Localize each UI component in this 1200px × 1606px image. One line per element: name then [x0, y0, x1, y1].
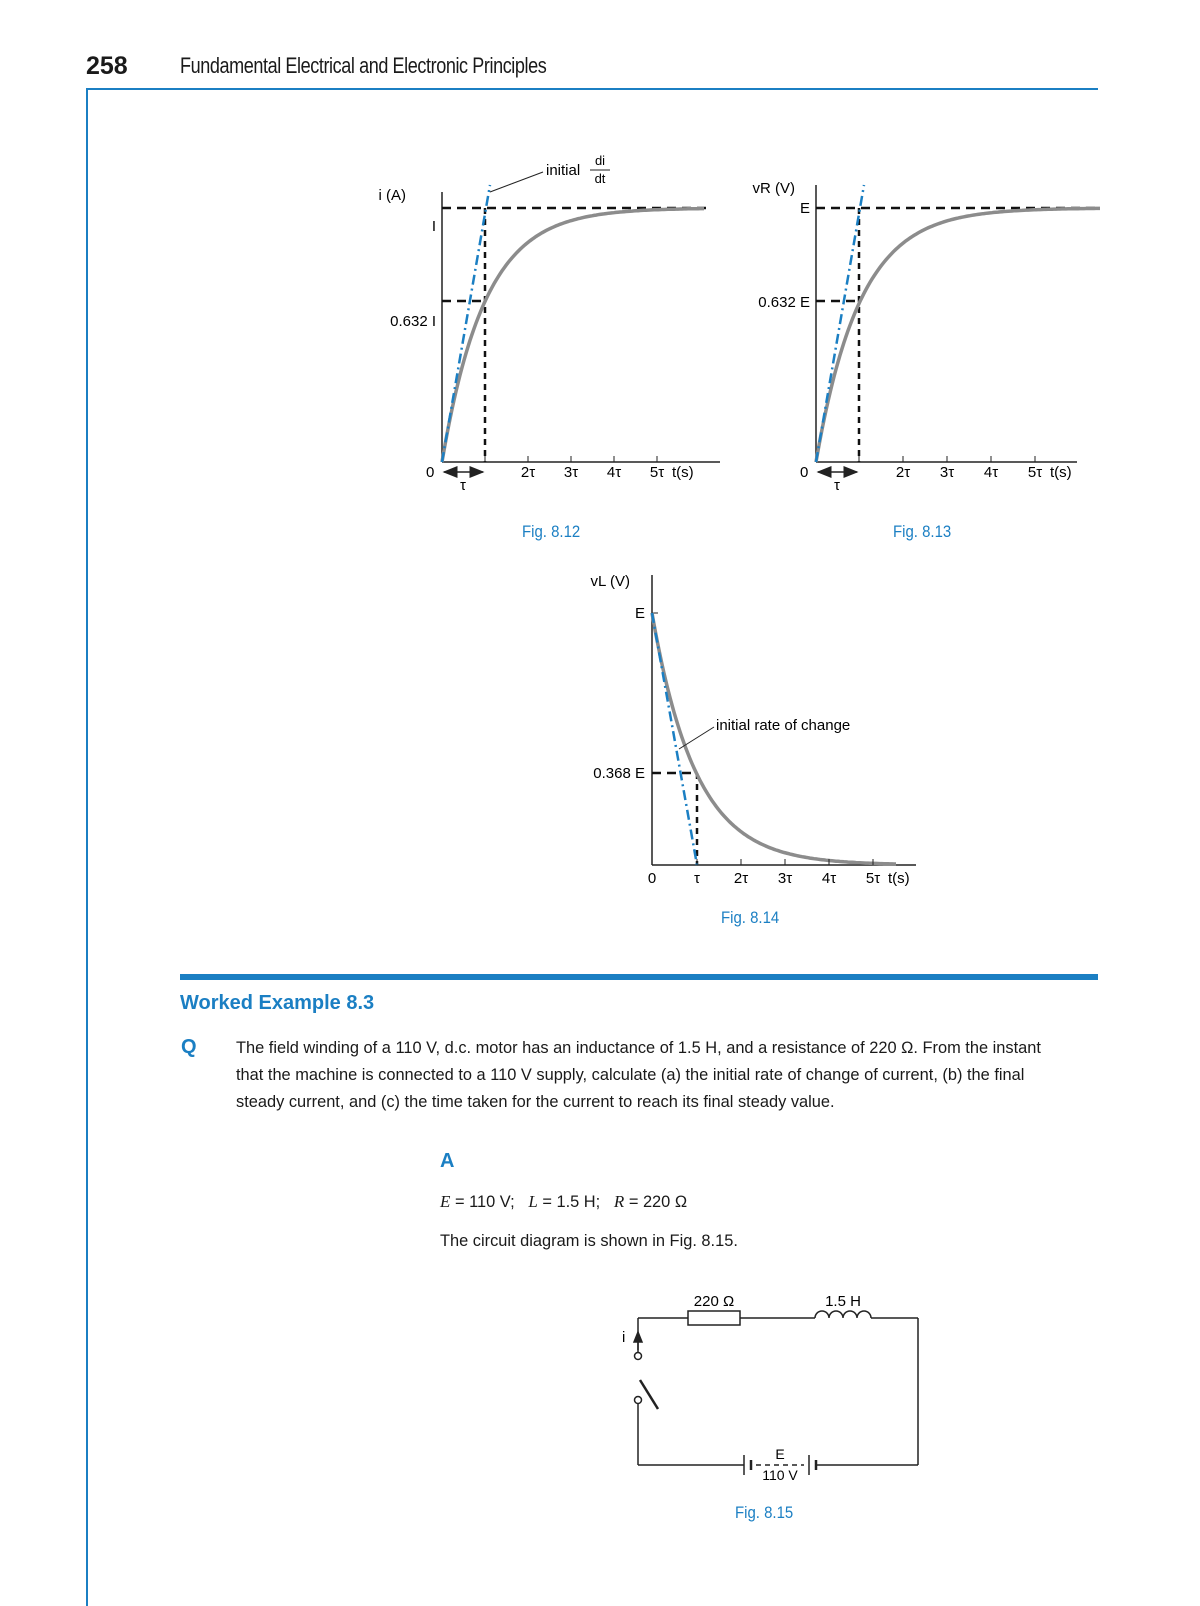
fig812-tau-label: τ [460, 477, 466, 494]
fig813-tick-5tau: 5τ [1027, 464, 1043, 481]
current-label: i [622, 1329, 626, 1346]
given-l-value: = 1.5 H; [537, 1193, 601, 1211]
fig-8-13-caption: Fig. 8.13 [893, 522, 952, 541]
fig812-annotation-num: di [594, 153, 606, 168]
page-margin-rule [86, 88, 88, 1606]
fig813-ticks [859, 456, 1035, 462]
fig813-tangent [816, 185, 864, 462]
given-e-value: = 110 V; [450, 1193, 515, 1211]
fig813-tick-2tau: 2τ [895, 464, 911, 481]
fig812-tick-3tau: 3τ [563, 464, 579, 481]
header-rule [86, 88, 1098, 90]
fig813-tau-label: τ [834, 477, 840, 494]
fig813-y-mid-label: 0.632 E [758, 294, 810, 311]
given-r-symbol: R [613, 1192, 625, 1211]
fig814-origin-label: 0 [647, 870, 657, 887]
fig812-tangent [442, 185, 490, 462]
fig814-x-axis-label: t(s) [888, 870, 910, 887]
fig812-annotation: initial [546, 162, 581, 179]
inductor-symbol [815, 1311, 871, 1318]
fig812-tick-5tau: 5τ [649, 464, 665, 481]
fig813-x-axis-label: t(s) [1050, 464, 1072, 481]
inductor-label: 1.5 H [825, 1293, 861, 1310]
fig814-tick-5tau: 5τ [865, 870, 881, 887]
fig-8-14-caption: Fig. 8.14 [721, 908, 780, 927]
fig-8-15-circuit [600, 1270, 940, 1495]
fig813-y-axis-label: vR (V) [752, 180, 795, 197]
switch-terminal-top [635, 1353, 642, 1360]
section-separator [180, 974, 1098, 980]
fig813-tick-4tau: 4τ [983, 464, 999, 481]
fig813-tick-3tau: 3τ [939, 464, 955, 481]
circuit-intro-text: The circuit diagram is shown in Fig. 8.15. [440, 1232, 738, 1250]
fig-8-14-chart [570, 565, 930, 895]
given-values [440, 1192, 687, 1212]
resistor-symbol [688, 1311, 740, 1325]
book-title: Fundamental Electrical and Electronic Principles [180, 53, 547, 78]
fig812-y-mid-label: 0.632 I [390, 313, 436, 330]
answer-marker: A [440, 1150, 455, 1172]
fig813-origin-label: 0 [800, 464, 809, 481]
fig814-tick-3tau: 3τ [777, 870, 793, 887]
switch-blade [640, 1380, 658, 1409]
question-marker: Q [181, 1036, 197, 1058]
fig814-y-top-label: E [634, 605, 645, 622]
fig812-x-axis-label: t(s) [672, 464, 694, 481]
page-number: 258 [86, 52, 128, 80]
fig814-tick-4tau: 4τ [821, 870, 837, 887]
fig814-tick-2tau: 2τ [733, 870, 749, 887]
source-label-top: E [775, 1446, 785, 1462]
fig814-annotation: initial rate of change [716, 717, 851, 734]
fig814-curve [652, 613, 896, 864]
fig-8-12-caption: Fig. 8.12 [522, 522, 581, 541]
switch-terminal-bottom [635, 1397, 642, 1404]
given-l-symbol: L [528, 1192, 538, 1211]
fig-8-13-chart [737, 145, 1100, 505]
fig-8-12-chart [360, 145, 720, 505]
fig812-y-axis-label: i (A) [378, 187, 406, 204]
worked-example-title: Worked Example 8.3 [180, 992, 375, 1014]
resistor-label: 220 Ω [693, 1293, 735, 1310]
fig-8-15-caption: Fig. 8.15 [735, 1503, 794, 1522]
fig812-curve [442, 209, 704, 462]
fig813-y-top-label: E [799, 200, 810, 217]
fig814-tick-tau: τ [694, 870, 700, 887]
given-e-symbol: E [440, 1192, 451, 1211]
fig812-annotation-den: dt [594, 171, 606, 186]
question-text: The field winding of a 110 V, d.c. motor has an inductance of 1.5 H, and a resistance of 220 Ω. From the instant that the machine is connected to a 110 V supply, calculate (a) the initial rate of change of current, (b) the final steady current, and (c) the time taken for the current to reach its final steady value. [236, 1039, 1041, 1111]
fig812-y-top-label: I [431, 218, 436, 235]
fig814-annotation-leader [679, 727, 714, 749]
given-r-value: = 220 Ω [624, 1193, 688, 1211]
fig812-tick-2tau: 2τ [520, 464, 536, 481]
fig814-y-axis-label: vL (V) [590, 573, 630, 590]
fig812-annotation-leader [490, 172, 543, 192]
fig814-y-mid-label: 0.368 E [593, 765, 645, 782]
fig812-tick-4tau: 4τ [606, 464, 622, 481]
fig812-ticks [485, 456, 657, 462]
source-label-bottom: 110 V [762, 1467, 798, 1483]
fig812-origin-label: 0 [426, 464, 435, 481]
